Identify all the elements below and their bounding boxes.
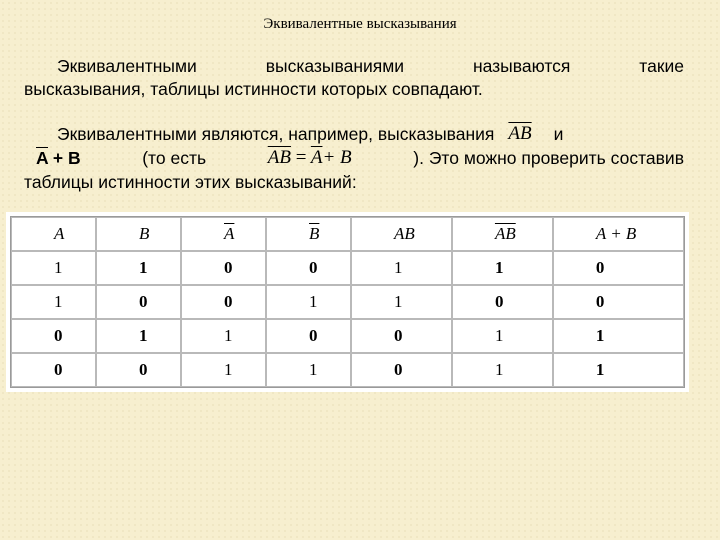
cell: 0	[351, 319, 452, 353]
table-row	[11, 285, 684, 319]
cell: 1	[266, 353, 351, 387]
cell: 1	[452, 251, 553, 285]
cell: 0	[266, 251, 351, 285]
cell: 0	[181, 251, 266, 285]
paren-end: ). Это можно проверить составив	[413, 148, 684, 168]
cell: 1	[351, 285, 452, 319]
col-not-a-or-b: A + B	[553, 217, 684, 251]
cell: 0	[181, 285, 266, 319]
cell: 1	[181, 353, 266, 387]
cell: 0	[452, 285, 553, 319]
truth-table-container	[6, 212, 689, 392]
col-a-not-b: AB	[351, 217, 452, 251]
col-a: A	[11, 217, 96, 251]
word-1: Эквивалентными	[57, 56, 197, 76]
example-line-3: таблицы истинности этих высказываний:	[24, 172, 357, 192]
cell: 0	[553, 285, 684, 319]
cell: 1	[553, 319, 684, 353]
table-header-row	[11, 217, 684, 251]
col-not-ab: $\overline{AB}$	[452, 217, 553, 251]
cell: 1	[11, 251, 96, 285]
cell: 1	[452, 319, 553, 353]
truth-table	[10, 216, 685, 388]
cell: 0	[96, 285, 181, 319]
cell: 1	[96, 319, 181, 353]
cell: 0	[266, 319, 351, 353]
cell: 1	[351, 251, 452, 285]
col-not-b: $\overline{B}$	[266, 217, 351, 251]
word-4: такие	[639, 56, 684, 76]
cell: 1	[96, 251, 181, 285]
word-2: высказываниями	[265, 56, 405, 76]
conjunction-and: и	[553, 124, 564, 144]
definition-paragraph	[24, 55, 684, 101]
col-b: B	[96, 217, 181, 251]
cell: 0	[96, 353, 181, 387]
expr-not-ab: $\overline{AB}$	[508, 123, 532, 144]
cell: 0	[11, 319, 96, 353]
cell: 1	[11, 285, 96, 319]
cell: 1	[266, 285, 351, 319]
expr-nota-or-b: $\overline{A} + B$	[36, 148, 81, 168]
paren-start: (то есть	[142, 148, 207, 168]
equation: $\overline{AB} = \overline{A}+ B$	[267, 147, 352, 168]
example-line-1: Эквивалентными являются, например, высказывания	[57, 124, 495, 144]
slide-title: Эквивалентные высказывания	[263, 16, 457, 32]
word-3: называются	[472, 56, 571, 76]
example-paragraph	[24, 122, 684, 194]
table-row	[11, 353, 684, 387]
cell: 0	[351, 353, 452, 387]
cell: 0	[11, 353, 96, 387]
col-not-a: $\overline{A}$	[181, 217, 266, 251]
cell: 1	[553, 353, 684, 387]
table-row	[11, 319, 684, 353]
cell: 1	[181, 319, 266, 353]
cell: 0	[553, 251, 684, 285]
table-row	[11, 251, 684, 285]
cell: 1	[452, 353, 553, 387]
definition-line-2: высказывания, таблицы истинности которых совпадают.	[24, 79, 483, 99]
